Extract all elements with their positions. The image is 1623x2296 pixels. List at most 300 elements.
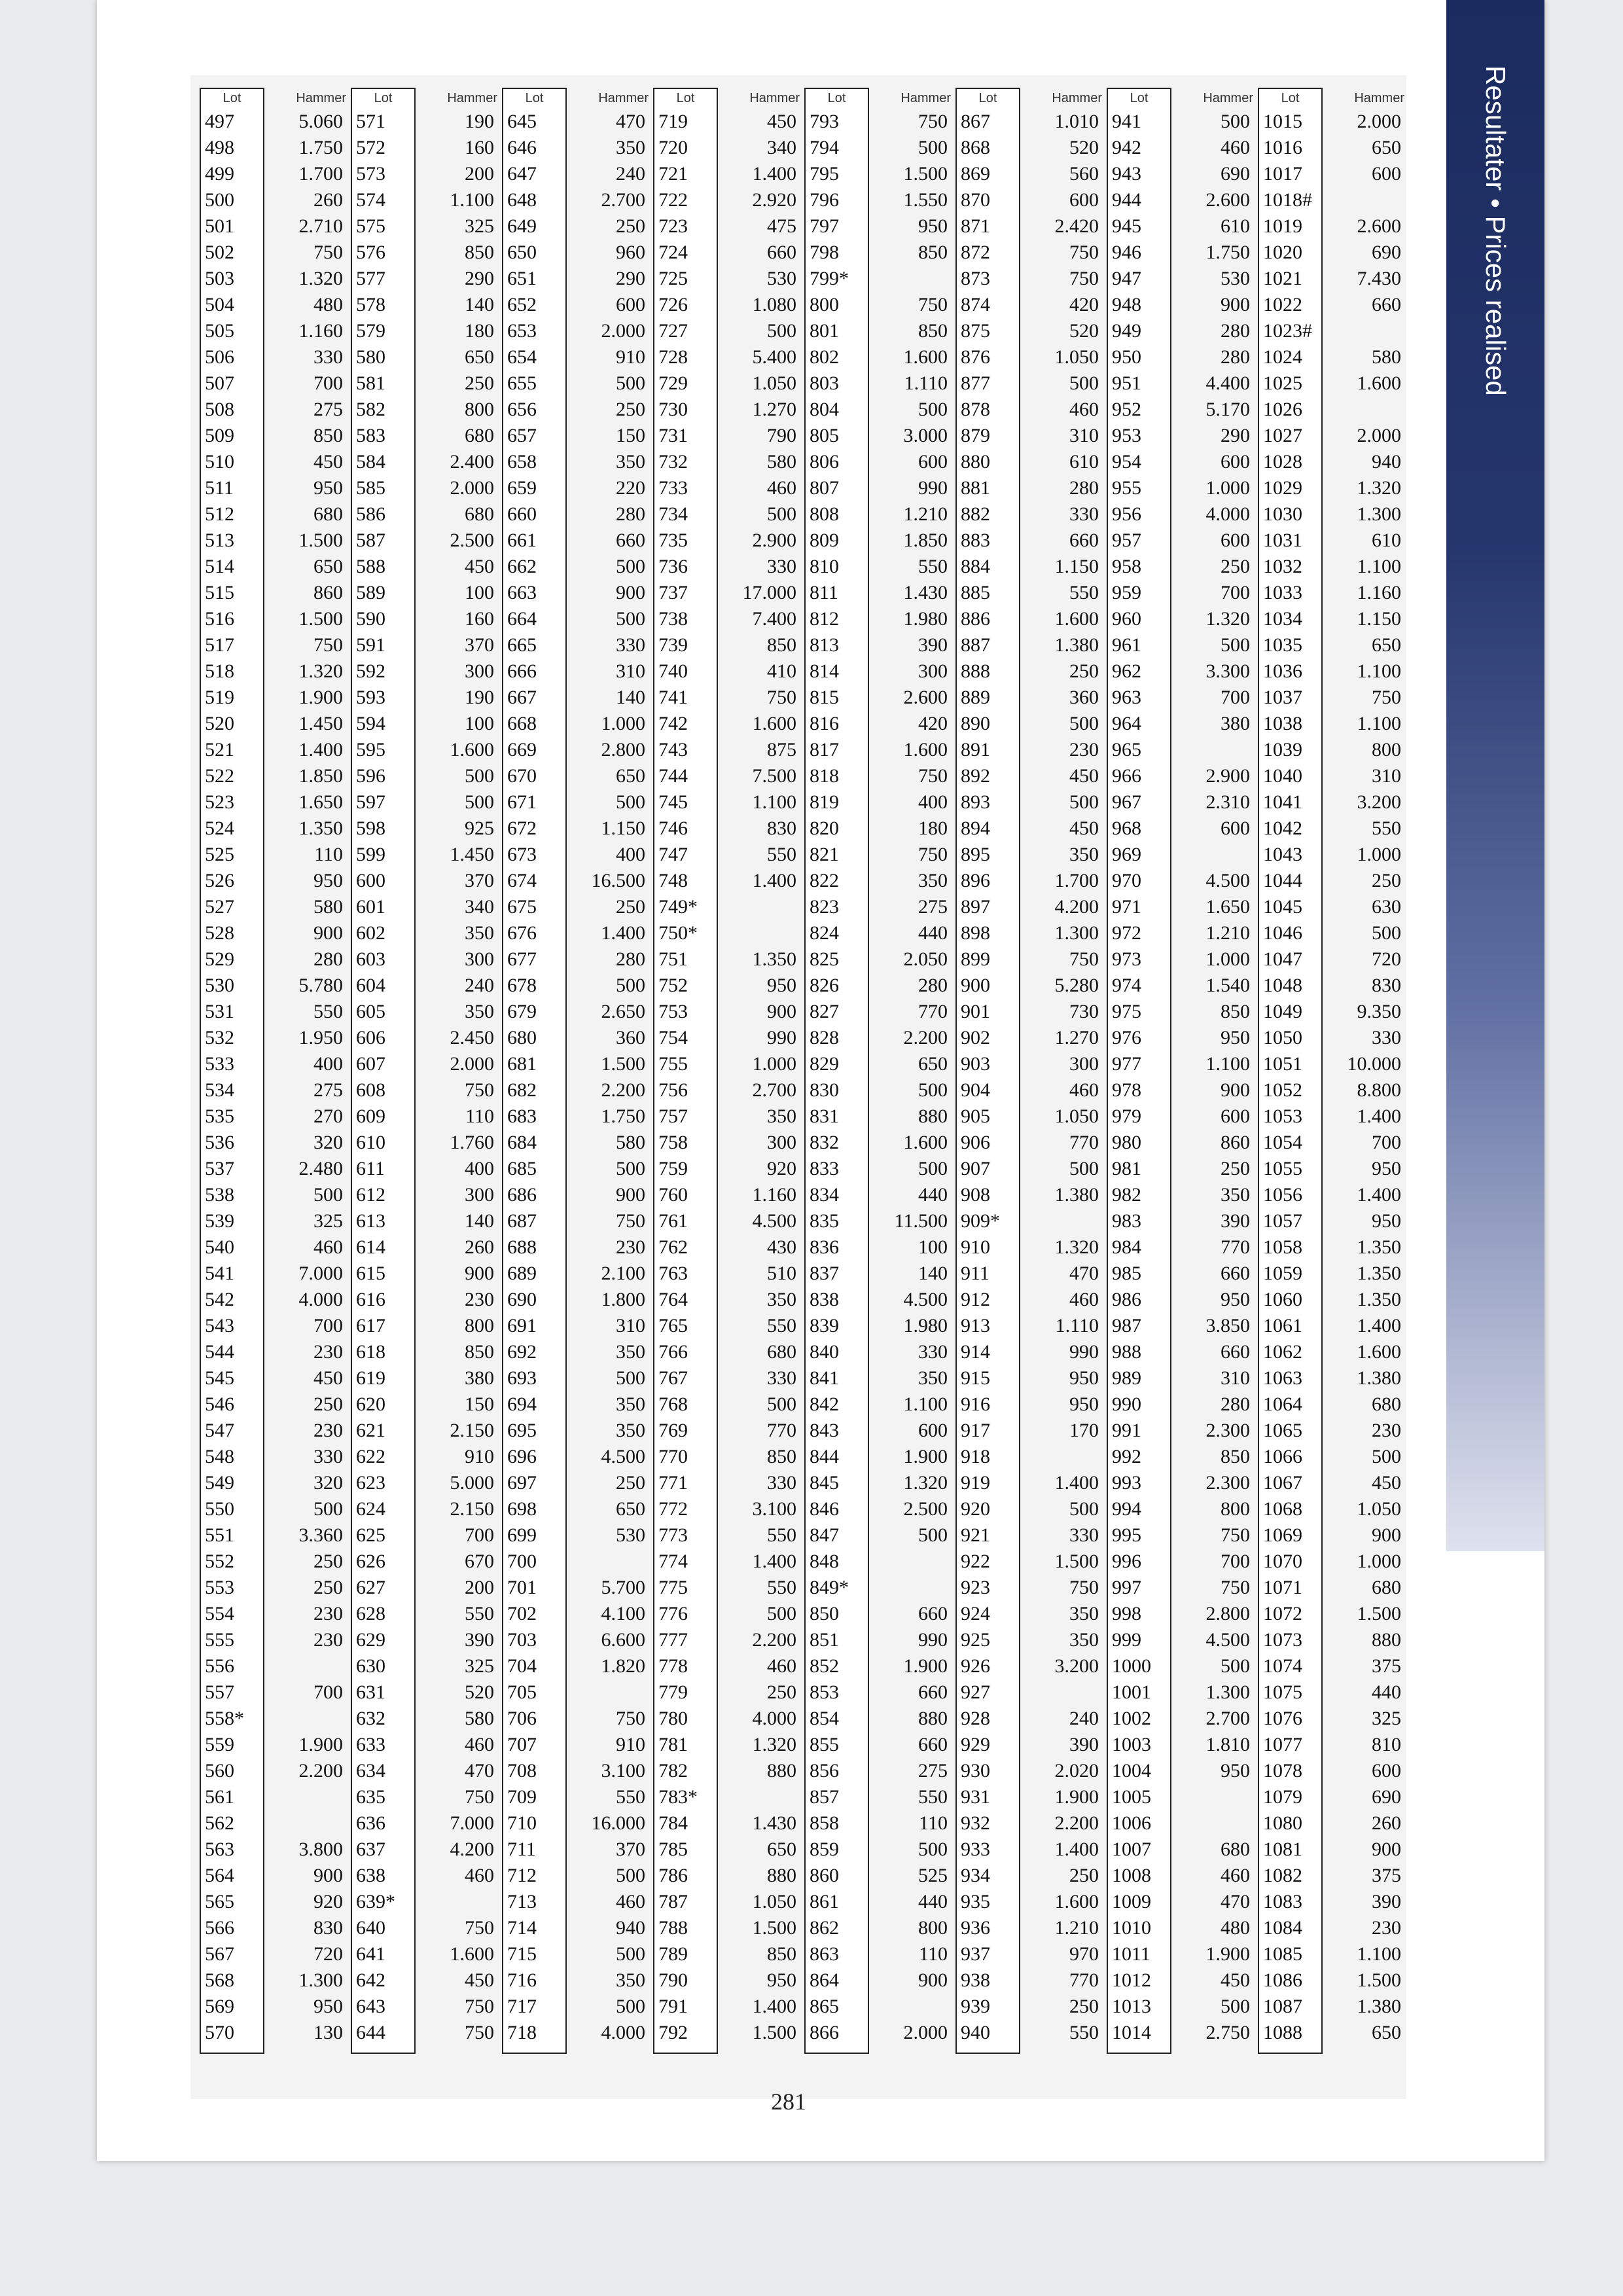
lot-cell: 679 xyxy=(507,1001,537,1022)
hammer-cell: 750 xyxy=(1221,1577,1250,1598)
hammer-cell: 290 xyxy=(616,268,645,289)
lot-cell: 992 xyxy=(1112,1446,1141,1467)
hammer-cell: 1.380 xyxy=(1357,1996,1401,2017)
lot-cell: 642 xyxy=(356,1969,385,1991)
hammer-cell: 9.350 xyxy=(1357,1001,1401,1022)
lot-cell: 670 xyxy=(507,765,537,787)
hammer-cell: 830 xyxy=(313,1917,343,1939)
hammer-cell: 1.000 xyxy=(1357,844,1401,865)
hammer-cell: 900 xyxy=(313,922,343,944)
hammer-cell: 350 xyxy=(767,1105,796,1127)
hammer-cell: 180 xyxy=(465,320,494,342)
hammer-cell: 850 xyxy=(767,634,796,656)
lot-cell: 738 xyxy=(658,608,688,630)
hammer-cell: 750 xyxy=(918,111,948,132)
hammer-cell: 960 xyxy=(616,242,645,263)
lot-cell: 631 xyxy=(356,1681,385,1703)
lot-cell: 523 xyxy=(205,791,234,813)
hammer-cell: 860 xyxy=(313,582,343,603)
hammer-cell: 550 xyxy=(465,1603,494,1624)
lot-cell: 998 xyxy=(1112,1603,1141,1624)
lot-cell: 743 xyxy=(658,739,688,761)
hammer-cell: 750 xyxy=(1221,1524,1250,1546)
hammer-cell: 310 xyxy=(1372,765,1401,787)
lot-header: Lot xyxy=(827,91,846,105)
lot-cell: 581 xyxy=(356,372,385,394)
lot-cell: 597 xyxy=(356,791,385,813)
lot-cell: 676 xyxy=(507,922,537,944)
lot-cell: 683 xyxy=(507,1105,537,1127)
lot-cell: 566 xyxy=(205,1917,234,1939)
hammer-cell: 650 xyxy=(767,1839,796,1860)
lot-cell: 734 xyxy=(658,503,688,525)
lot-cell: 720 xyxy=(658,137,688,158)
hammer-cell: 750 xyxy=(767,687,796,708)
lot-cell: 869 xyxy=(961,163,990,185)
lot-cell: 905 xyxy=(961,1105,990,1127)
hammer-cell xyxy=(1323,318,1401,344)
hammer-cell: 550 xyxy=(1372,817,1401,839)
lot-cell: 673 xyxy=(507,844,537,865)
hammer-cell: 610 xyxy=(1221,215,1250,237)
lot-cell: 586 xyxy=(356,503,385,525)
lot-cell: 1047 xyxy=(1263,948,1302,970)
lot-cell: 610 xyxy=(356,1132,385,1153)
lot-cell: 791 xyxy=(658,1996,688,2017)
hammer-cell: 900 xyxy=(1221,1079,1250,1101)
lot-cell: 635 xyxy=(356,1786,385,1808)
lot-cell: 755 xyxy=(658,1053,688,1075)
hammer-cell: 970 xyxy=(1069,1943,1099,1965)
lot-cell: 921 xyxy=(961,1524,990,1546)
lot-cell: 749* xyxy=(658,896,698,918)
lot-cell: 1031 xyxy=(1263,529,1302,551)
lot-cell: 950 xyxy=(1112,346,1141,368)
hammer-cell: 200 xyxy=(465,1577,494,1598)
lot-cell: 582 xyxy=(356,399,385,420)
lot-cell: 858 xyxy=(810,1812,839,1834)
lot-cell: 837 xyxy=(810,1263,839,1284)
lot-cell: 813 xyxy=(810,634,839,656)
lot-cell: 692 xyxy=(507,1341,537,1363)
hammer-cell: 4.200 xyxy=(1054,896,1099,918)
lot-cell: 1084 xyxy=(1263,1917,1302,1939)
hammer-cell: 910 xyxy=(616,346,645,368)
lot-cell: 534 xyxy=(205,1079,234,1101)
lot-cell: 1009 xyxy=(1112,1891,1151,1912)
lot-cell: 662 xyxy=(507,556,537,577)
hammer-cell: 150 xyxy=(465,1393,494,1415)
hammer-cell: 350 xyxy=(616,1969,645,1991)
hammer-cell: 650 xyxy=(1372,2022,1401,2043)
hammer-cell: 11.500 xyxy=(894,1210,948,1232)
lot-cell: 614 xyxy=(356,1236,385,1258)
hammer-cell: 450 xyxy=(1069,765,1099,787)
lot-cell: 504 xyxy=(205,294,234,315)
lot-cell: 886 xyxy=(961,608,990,630)
hammer-cell: 320 xyxy=(313,1472,343,1494)
lot-cell: 742 xyxy=(658,713,688,734)
hammer-cell: 790 xyxy=(767,425,796,446)
hammer-cell: 1.300 xyxy=(1357,503,1401,525)
lot-cell: 510 xyxy=(205,451,234,473)
hammer-cell: 1.320 xyxy=(1054,1236,1099,1258)
hammer-cell: 830 xyxy=(767,817,796,839)
hammer-cell: 500 xyxy=(616,1996,645,2017)
hammer-cell: 390 xyxy=(918,634,948,656)
lot-cell: 694 xyxy=(507,1393,537,1415)
hammer-cell: 700 xyxy=(465,1524,494,1546)
hammer-cell: 2.150 xyxy=(450,1498,494,1520)
hammer-cell: 680 xyxy=(465,425,494,446)
lot-cell: 579 xyxy=(356,320,385,342)
lot-cell: 945 xyxy=(1112,215,1141,237)
lot-cell: 765 xyxy=(658,1315,688,1336)
hammer-cell: 950 xyxy=(313,870,343,891)
lot-cell: 1080 xyxy=(1263,1812,1302,1834)
lot-cell: 561 xyxy=(205,1786,234,1808)
lot-cell: 920 xyxy=(961,1498,990,1520)
lot-cell: 592 xyxy=(356,660,385,682)
hammer-cell: 4.000 xyxy=(752,1708,796,1729)
hammer-cell: 275 xyxy=(313,399,343,420)
lot-cell: 971 xyxy=(1112,896,1141,918)
lot-cell: 903 xyxy=(961,1053,990,1075)
hammer-cell: 350 xyxy=(767,1289,796,1310)
lot-cell: 606 xyxy=(356,1027,385,1049)
lot-cell: 596 xyxy=(356,765,385,787)
lot-cell: 1034 xyxy=(1263,608,1302,630)
lot-cell: 924 xyxy=(961,1603,990,1624)
hammer-cell: 1.500 xyxy=(601,1053,645,1075)
hammer-cell: 250 xyxy=(1221,556,1250,577)
lot-cell: 963 xyxy=(1112,687,1141,708)
lot-cell: 594 xyxy=(356,713,385,734)
hammer-cell: 310 xyxy=(1069,425,1099,446)
hammer-cell: 1.320 xyxy=(298,660,343,682)
hammer-cell: 1.050 xyxy=(1054,1105,1099,1127)
hammer-cell: 4.100 xyxy=(601,1603,645,1624)
hammer-cell: 700 xyxy=(1221,1551,1250,1572)
lot-cell: 1022 xyxy=(1263,294,1302,315)
hammer-cell: 600 xyxy=(1372,163,1401,185)
lot-cell: 559 xyxy=(205,1734,234,1755)
lot-cell: 542 xyxy=(205,1289,234,1310)
hammer-cell: 280 xyxy=(1221,320,1250,342)
hammer-cell: 650 xyxy=(1372,137,1401,158)
hammer-header: Hammer xyxy=(296,91,346,105)
hammer-header: Hammer xyxy=(447,91,497,105)
lot-cell: 965 xyxy=(1112,739,1141,761)
hammer-cell: 1.210 xyxy=(1205,922,1250,944)
lot-cell: 1024 xyxy=(1263,346,1302,368)
hammer-cell: 5.060 xyxy=(298,111,343,132)
hammer-cell: 1.500 xyxy=(1357,1969,1401,1991)
hammer-cell: 440 xyxy=(918,922,948,944)
hammer-cell: 1.600 xyxy=(903,739,948,761)
lot-cell: 629 xyxy=(356,1629,385,1651)
hammer-cell: 250 xyxy=(616,215,645,237)
hammer-cell: 750 xyxy=(918,294,948,315)
hammer-cell: 16.000 xyxy=(591,1812,645,1834)
lot-cell: 801 xyxy=(810,320,839,342)
lot-cell: 731 xyxy=(658,425,688,446)
lot-cell: 991 xyxy=(1112,1420,1141,1441)
hammer-cell: 950 xyxy=(1069,1367,1099,1389)
lot-cell: 698 xyxy=(507,1498,537,1520)
hammer-cell: 1.100 xyxy=(1357,1943,1401,1965)
lot-cell: 721 xyxy=(658,163,688,185)
hammer-cell xyxy=(1323,397,1401,423)
hammer-cell: 260 xyxy=(465,1236,494,1258)
lot-cell: 880 xyxy=(961,451,990,473)
hammer-cell: 330 xyxy=(1069,503,1099,525)
hammer-cell: 580 xyxy=(313,896,343,918)
hammer-cell: 600 xyxy=(1221,1105,1250,1127)
lot-cell: 929 xyxy=(961,1734,990,1755)
lot-cell: 775 xyxy=(658,1577,688,1598)
lot-cell: 820 xyxy=(810,817,839,839)
hammer-cell: 1.000 xyxy=(601,713,645,734)
lot-cell: 927 xyxy=(961,1681,990,1703)
lot-cell: 956 xyxy=(1112,503,1141,525)
hammer-cell: 2.100 xyxy=(601,1263,645,1284)
lot-cell: 750* xyxy=(658,922,698,944)
lot-cell: 1043 xyxy=(1263,844,1302,865)
lot-cell: 787 xyxy=(658,1891,688,1912)
hammer-cell: 1.760 xyxy=(450,1132,494,1153)
lot-cell: 1038 xyxy=(1263,713,1302,734)
hammer-cell: 2.700 xyxy=(601,189,645,211)
lot-cell: 856 xyxy=(810,1760,839,1782)
hammer-cell: 510 xyxy=(767,1263,796,1284)
lot-cell: 846 xyxy=(810,1498,839,1520)
hammer-cell: 360 xyxy=(1069,687,1099,708)
lot-cell: 1072 xyxy=(1263,1603,1302,1624)
hammer-cell: 990 xyxy=(918,1629,948,1651)
hammer-cell: 1.900 xyxy=(1054,1786,1099,1808)
hammer-cell: 2.000 xyxy=(903,2022,948,2043)
hammer-cell: 1.600 xyxy=(1357,372,1401,394)
hammer-cell: 500 xyxy=(918,137,948,158)
hammer-cell: 660 xyxy=(1069,529,1099,551)
hammer-cell: 450 xyxy=(1221,1969,1250,1991)
hammer-cell: 2.020 xyxy=(1054,1760,1099,1782)
lot-cell: 729 xyxy=(658,372,688,394)
hammer-cell: 750 xyxy=(1069,268,1099,289)
hammer-cell: 330 xyxy=(918,1341,948,1363)
lot-cell: 705 xyxy=(507,1681,537,1703)
hammer-cell: 500 xyxy=(1069,1158,1099,1179)
lot-cell: 617 xyxy=(356,1315,385,1336)
lot-cell: 691 xyxy=(507,1315,537,1336)
hammer-cell: 750 xyxy=(313,634,343,656)
hammer-cell: 500 xyxy=(616,1943,645,1965)
hammer-cell: 470 xyxy=(1069,1263,1099,1284)
lot-cell: 677 xyxy=(507,948,537,970)
lot-cell: 756 xyxy=(658,1079,688,1101)
hammer-cell: 290 xyxy=(465,268,494,289)
lot-cell: 562 xyxy=(205,1812,234,1834)
lot-cell: 892 xyxy=(961,765,990,787)
lot-cell: 790 xyxy=(658,1969,688,1991)
hammer-cell: 1.400 xyxy=(298,739,343,761)
lot-cell: 910 xyxy=(961,1236,990,1258)
lot-cell: 1050 xyxy=(1263,1027,1302,1049)
hammer-cell xyxy=(1020,1208,1099,1234)
hammer-cell: 280 xyxy=(616,948,645,970)
lot-cell: 589 xyxy=(356,582,385,603)
hammer-cell: 460 xyxy=(1221,1865,1250,1886)
lot-cell: 922 xyxy=(961,1551,990,1572)
hammer-cell: 230 xyxy=(616,1236,645,1258)
hammer-cell: 2.000 xyxy=(1357,111,1401,132)
lot-cell: 583 xyxy=(356,425,385,446)
hammer-cell: 460 xyxy=(313,1236,343,1258)
lot-cell: 551 xyxy=(205,1524,234,1546)
hammer-cell: 1.900 xyxy=(298,687,343,708)
lot-cell: 686 xyxy=(507,1184,537,1206)
hammer-cell: 240 xyxy=(1069,1708,1099,1729)
hammer-cell: 280 xyxy=(313,948,343,970)
hammer-cell: 1.050 xyxy=(752,372,796,394)
lot-cell: 901 xyxy=(961,1001,990,1022)
lot-cell: 645 xyxy=(507,111,537,132)
lot-cell: 653 xyxy=(507,320,537,342)
hammer-cell: 330 xyxy=(313,1446,343,1467)
lot-cell: 802 xyxy=(810,346,839,368)
hammer-cell: 900 xyxy=(767,1001,796,1022)
lot-cell: 667 xyxy=(507,687,537,708)
hammer-cell xyxy=(869,266,948,292)
lot-cell: 757 xyxy=(658,1105,688,1127)
lot-cell: 725 xyxy=(658,268,688,289)
hammer-cell xyxy=(1171,842,1250,868)
hammer-cell: 460 xyxy=(767,477,796,499)
hammer-cell: 550 xyxy=(918,1786,948,1808)
hammer-cell: 4.500 xyxy=(601,1446,645,1467)
hammer-cell: 1.550 xyxy=(903,189,948,211)
lot-cell: 574 xyxy=(356,189,385,211)
hammer-cell: 750 xyxy=(616,1210,645,1232)
hammer-cell xyxy=(1171,737,1250,763)
lot-cell: 908 xyxy=(961,1184,990,1206)
lot-cell: 812 xyxy=(810,608,839,630)
hammer-cell: 460 xyxy=(1069,399,1099,420)
hammer-cell: 450 xyxy=(1372,1472,1401,1494)
lot-cell: 868 xyxy=(961,137,990,158)
hammer-cell: 750 xyxy=(616,1708,645,1729)
lot-cell: 839 xyxy=(810,1315,839,1336)
hammer-cell: 475 xyxy=(767,215,796,237)
lot-cell: 939 xyxy=(961,1996,990,2017)
lot-cell: 723 xyxy=(658,215,688,237)
lot-cell: 1085 xyxy=(1263,1943,1302,1965)
hammer-cell: 2.500 xyxy=(903,1498,948,1520)
hammer-cell: 500 xyxy=(1221,634,1250,656)
hammer-cell: 920 xyxy=(767,1158,796,1179)
lot-cell: 833 xyxy=(810,1158,839,1179)
hammer-cell: 110 xyxy=(314,844,343,865)
hammer-cell: 1.210 xyxy=(903,503,948,525)
lot-cell: 526 xyxy=(205,870,234,891)
lot-cell: 530 xyxy=(205,975,234,996)
hammer-cell: 280 xyxy=(1069,477,1099,499)
lot-cell: 619 xyxy=(356,1367,385,1389)
lot-cell: 843 xyxy=(810,1420,839,1441)
hammer-cell: 1.400 xyxy=(752,1996,796,2017)
hammer-cell: 200 xyxy=(465,163,494,185)
lot-cell: 1087 xyxy=(1263,1996,1302,2017)
hammer-cell: 660 xyxy=(616,529,645,551)
lot-cell: 863 xyxy=(810,1943,839,1965)
lot-cell: 604 xyxy=(356,975,385,996)
lot-cell: 607 xyxy=(356,1053,385,1075)
lot-cell: 999 xyxy=(1112,1629,1141,1651)
hammer-cell: 770 xyxy=(767,1420,796,1441)
hammer-cell: 1.450 xyxy=(298,713,343,734)
lot-cell: 888 xyxy=(961,660,990,682)
lot-cell: 609 xyxy=(356,1105,385,1127)
lot-cell: 741 xyxy=(658,687,688,708)
hammer-cell: 340 xyxy=(465,896,494,918)
hammer-cell: 1.160 xyxy=(752,1184,796,1206)
lot-cell: 859 xyxy=(810,1839,839,1860)
hammer-cell: 325 xyxy=(465,215,494,237)
hammer-cell: 1.600 xyxy=(450,1943,494,1965)
lot-cell: 829 xyxy=(810,1053,839,1075)
hammer-cell: 1.080 xyxy=(752,294,796,315)
hammer-cell: 250 xyxy=(1069,660,1099,682)
lot-cell: 952 xyxy=(1112,399,1141,420)
lot-cell: 558* xyxy=(205,1708,244,1729)
lot-cell: 675 xyxy=(507,896,537,918)
hammer-header: Hammer xyxy=(901,91,951,105)
hammer-header: Hammer xyxy=(1354,91,1404,105)
hammer-cell: 950 xyxy=(767,975,796,996)
hammer-cell: 550 xyxy=(1069,582,1099,603)
hammer-cell: 500 xyxy=(918,1524,948,1546)
lot-cell: 499 xyxy=(205,163,234,185)
lot-cell: 548 xyxy=(205,1446,234,1467)
lot-cell: 780 xyxy=(658,1708,688,1729)
hammer-cell: 770 xyxy=(1069,1969,1099,1991)
hammer-cell: 500 xyxy=(1221,1996,1250,2017)
lot-cell: 573 xyxy=(356,163,385,185)
hammer-cell: 2.150 xyxy=(450,1420,494,1441)
hammer-cell: 5.700 xyxy=(601,1577,645,1598)
lot-cell: 850 xyxy=(810,1603,839,1624)
lot-cell: 932 xyxy=(961,1812,990,1834)
lot-cell: 972 xyxy=(1112,922,1141,944)
lot-cell: 941 xyxy=(1112,111,1141,132)
hammer-cell: 2.200 xyxy=(903,1027,948,1049)
hammer-cell: 2.000 xyxy=(450,1053,494,1075)
lot-cell: 727 xyxy=(658,320,688,342)
hammer-cell: 460 xyxy=(1069,1289,1099,1310)
hammer-cell: 280 xyxy=(1221,346,1250,368)
hammer-cell: 270 xyxy=(313,1105,343,1127)
hammer-cell: 1.150 xyxy=(1054,556,1099,577)
hammer-cell: 230 xyxy=(313,1420,343,1441)
lot-cell: 1019 xyxy=(1263,215,1302,237)
lot-cell: 768 xyxy=(658,1393,688,1415)
lot-cell: 1016 xyxy=(1263,137,1302,158)
hammer-cell: 460 xyxy=(1221,137,1250,158)
hammer-cell: 550 xyxy=(767,1524,796,1546)
hammer-cell: 1.980 xyxy=(903,1315,948,1336)
lot-cell: 644 xyxy=(356,2022,385,2043)
